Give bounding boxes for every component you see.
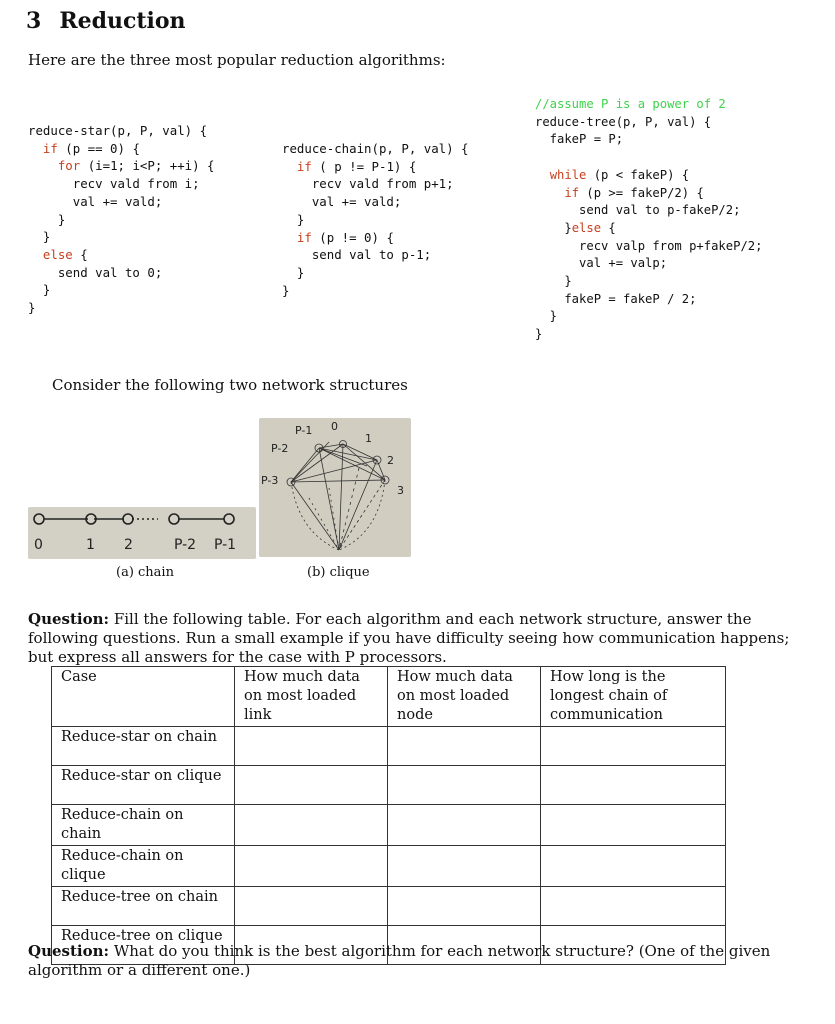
- table-cell-answer[interactable]: [388, 846, 541, 887]
- table-cell-answer[interactable]: [541, 805, 726, 846]
- table-cell-answer[interactable]: [235, 805, 388, 846]
- table-header-cell: How much data on most loaded link: [235, 667, 388, 727]
- table-cell-answer[interactable]: [235, 887, 388, 926]
- table-cell-answer[interactable]: [541, 846, 726, 887]
- question-fill-table: [28, 610, 798, 667]
- table-header-cell: Case: [52, 667, 235, 727]
- clique-label-p-2: P-2: [271, 442, 289, 455]
- clique-label-3: 3: [397, 484, 404, 497]
- table-row: [52, 846, 726, 887]
- table-cell-answer[interactable]: [541, 727, 726, 766]
- chain-label-p-2: P-2: [174, 537, 197, 553]
- table-cell-answer[interactable]: [388, 887, 541, 926]
- section-number: 3: [26, 8, 42, 34]
- chain-label-0: 0: [34, 537, 43, 553]
- table-header-row: [52, 667, 726, 727]
- table-cell-case: Reduce-star on chain: [52, 727, 235, 766]
- table-cell-answer[interactable]: [388, 766, 541, 805]
- table-cell-answer[interactable]: [235, 766, 388, 805]
- clique-label-2: 2: [387, 454, 394, 467]
- table-header-cell: How long is the longest chain of communication: [541, 667, 726, 727]
- question-label: Question:: [28, 942, 110, 960]
- chain-figure: [28, 507, 256, 559]
- consider-text: Consider the following two network structures: [52, 376, 408, 394]
- question-text: Fill the following table. For each algorithm and each network structure, answer the following questions. Run a small example if you have difficulty seeing how communication happens; but express all answers for the case with P processors.: [28, 610, 790, 666]
- table-cell-case: Reduce-tree on chain: [52, 887, 235, 926]
- table-cell-case: Reduce-chain on clique: [52, 846, 235, 887]
- table-cell-case: Reduce-chain on chain: [52, 805, 235, 846]
- clique-label-p-1: P-1: [295, 424, 313, 437]
- chain-label-2: 2: [124, 537, 133, 553]
- caption-clique: (b) clique: [307, 565, 370, 580]
- code-comment: //assume P is a power of 2: [535, 97, 726, 111]
- code-reduce-chain: reduce-chain(p, P, val) { if ( p != P-1) { recv vald from p+1; val += vald; } if (p != 0) { send val to p-1; } }: [282, 141, 469, 298]
- question-label: Question:: [28, 610, 110, 628]
- chain-label-p-1: P-1: [214, 537, 237, 553]
- code-reduce-tree: //assume P is a power of 2 reduce-tree(p, P, val) { fakeP = P; while (p < fakeP) { if (p >= fakeP/2) { send val to p-fakeP/2; }else { recv valp from p+fakeP/2; val += valp; } fakeP = fakeP / 2; } }: [535, 97, 763, 342]
- table-cell-case: Reduce-tree on clique: [52, 926, 235, 965]
- clique-label-p-3: P-3: [261, 474, 279, 487]
- clique-drawing: [259, 418, 411, 557]
- clique-label-1: 1: [365, 432, 372, 445]
- table-row: [52, 766, 726, 805]
- intro-text: Here are the three most popular reduction algorithms:: [28, 51, 446, 69]
- table-cell-answer[interactable]: [235, 846, 388, 887]
- section-heading: [26, 8, 186, 34]
- table-row: [52, 805, 726, 846]
- caption-chain: (a) chain: [116, 565, 174, 580]
- question-text: What do you think is the best algorithm for each network structure? (One of the given algorithm or a different one.): [28, 942, 771, 979]
- clique-figure: [259, 418, 411, 557]
- table-header-cell: How much data on most loaded node: [388, 667, 541, 727]
- table-cell-answer[interactable]: [235, 727, 388, 766]
- table-row: [52, 727, 726, 766]
- table-cell-answer[interactable]: [541, 766, 726, 805]
- clique-label-0: 0: [331, 420, 338, 433]
- chain-label-1: 1: [86, 537, 95, 553]
- table-cell-answer[interactable]: [541, 887, 726, 926]
- table-cell-answer[interactable]: [388, 727, 541, 766]
- chain-drawing: [28, 507, 256, 559]
- question-best-algorithm: [28, 942, 803, 980]
- section-title: Reduction: [59, 8, 186, 34]
- table-cell-answer[interactable]: [388, 805, 541, 846]
- code-reduce-star: reduce-star(p, P, val) { if (p == 0) { for (i=1; i<P; ++i) { recv vald from i; val += vald; } } else { send val to 0; } }: [28, 123, 215, 316]
- table-row: [52, 887, 726, 926]
- answer-table: [51, 666, 726, 965]
- table-cell-case: Reduce-star on clique: [52, 766, 235, 805]
